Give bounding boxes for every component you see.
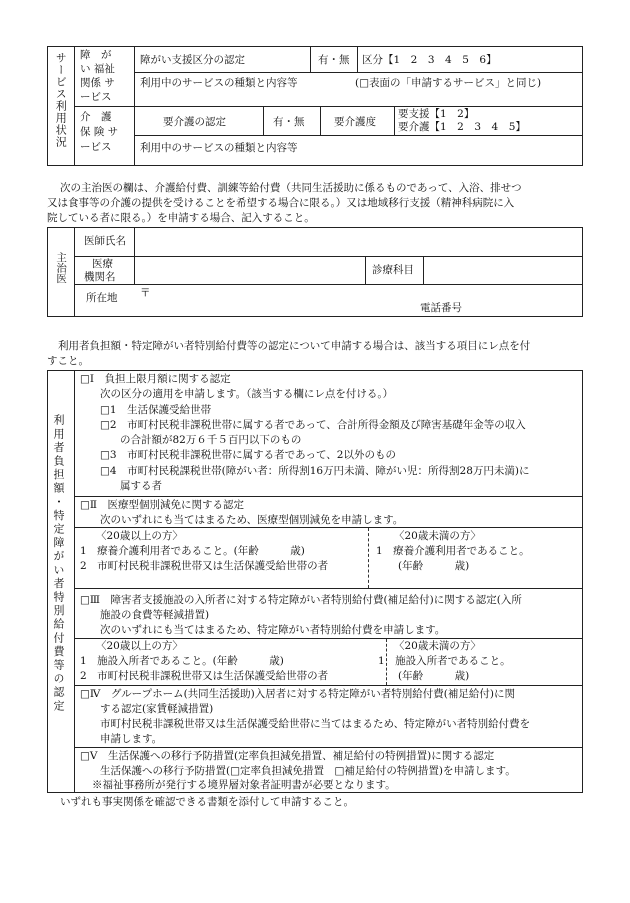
care-category-label: 介 護 (80, 111, 112, 123)
s1-intro: 次の区分の適用を申請します。（該当する欄にレ点を付ける。） (100, 388, 394, 400)
divider (74, 284, 583, 285)
s5-title[interactable]: □Ⅴ 生活保護への移行予防措置(定率負担減免措置、補足給付の特例措置)に関する認定 (80, 750, 495, 762)
s1-item-4-cont: 属する者 (120, 480, 162, 492)
divider (134, 135, 583, 136)
phone-label: 電話番号 (420, 302, 462, 314)
s3-right-head: 〈20歳未満の方〉 (394, 640, 481, 652)
s5-body[interactable]: 生活保護への移行予防措置(□定率負担減免措置 □補足給付の特例措置)を申請します。 (100, 765, 516, 777)
disability-category-label: ービス (80, 91, 112, 103)
divider (394, 106, 395, 135)
burden-intro-line: すこと。 (47, 355, 89, 367)
divider (74, 256, 583, 257)
s2-right-head: 〈20歳未満の方〉 (394, 530, 481, 542)
care-yes-no[interactable]: 有・無 (273, 116, 305, 128)
s3-left-head: 〈20歳以上の方〉 (96, 640, 183, 652)
doctor-side-label (54, 252, 68, 284)
doctor-intro-line: 院している者に限る。）を申請する場合、記入すること。 (47, 212, 315, 224)
s3-intro: 次のいずれにも当てはまるため、特定障がい者特別給付費を申請します。 (100, 624, 446, 636)
s4-title-cont: する認定(家賃軽減措置) (100, 703, 214, 715)
divider (357, 46, 358, 72)
s1-item-4[interactable]: □4 市町村民税課税世帯(障がい者：所得割16万円未満、障がい児：所得割28万円未満)に (100, 465, 530, 477)
care-usage-label: 利用中のサービスの種類と内容等 (140, 142, 298, 154)
care-category-label: 保 険 サ (80, 126, 119, 138)
s1-item-2-cont: の合計額が82万６千５百円以下のもの (120, 434, 302, 446)
s2-intro: 次のいずれにも当てはまるため、医療型個別減免を申請します。 (100, 514, 404, 526)
s2-right-2: (年齢 歳) (398, 560, 470, 572)
address-label: 所在地 (86, 292, 118, 304)
s2-title[interactable]: □Ⅱ 医療型個別減免に関する認定 (80, 499, 245, 511)
care-care-levels[interactable]: 要介護【1 2 3 4 5】 (398, 121, 526, 133)
dashed-divider (368, 528, 369, 588)
divider (365, 256, 366, 284)
divider (74, 496, 583, 497)
disability-category-label: 障 が (80, 49, 112, 61)
postal-mark: 〒 (140, 287, 151, 299)
s4-body-cont: 申請します。 (100, 733, 163, 745)
s1-item-2[interactable]: □2 市町村民税非課税世帯に属する者であって、合計所得金額及び障害基礎年金等の収入 (100, 419, 526, 431)
s3-left-2: 2 市町村民税非課税世帯又は生活保護受給世帯の者 (80, 670, 329, 682)
divider (74, 747, 583, 748)
divider (263, 106, 264, 135)
divider (74, 370, 75, 793)
disability-category-label: い 福祉 (80, 63, 115, 75)
divider (74, 638, 583, 639)
s1-item-3[interactable]: □3 市町村民税非課税世帯に属する者であって、2以外のもの (100, 449, 396, 461)
care-support-levels[interactable]: 要支援【1 2】 (398, 108, 475, 120)
s2-right-1: 1 療養介護利用者であること。 (376, 545, 530, 557)
doctor-table (47, 227, 583, 317)
care-category-label: ービス (80, 141, 112, 153)
doctor-intro-line: 次の主治医の欄は、介護給付費、訓練等給付費（共同生活援助に係るものであって、入浴、排せつ (60, 182, 522, 194)
burden-side-label: 利用者負担額・特定障がい者特別給付費等の認定 (52, 414, 65, 714)
institution-label: 機関名 (84, 271, 116, 283)
divider (310, 46, 311, 72)
s4-body: 市町村民税非課税世帯又は生活保護受給世帯に当てはまるため、特定障がい者特別給付費を (100, 718, 531, 730)
divider (423, 256, 424, 284)
disability-category-label: 関係 サ (80, 77, 115, 89)
doctor-side-label-text: 主治医 (55, 252, 68, 284)
care-cert-label: 要介護の認定 (163, 116, 226, 128)
service-status-side-label: サービス利用状況 (54, 52, 68, 148)
s3-left-1: 1 施設入所者であること。(年齢 歳) (80, 655, 284, 667)
s3-title[interactable]: □Ⅲ 障害者支援施設の入所者に対する特定障がい者特別給付費(補足給付)に関する認定(入所 (80, 594, 522, 606)
footer-note: いずれも事実関係を確認できる書類を添付して申請すること。 (60, 796, 354, 808)
doctor-name-label: 医師氏名 (84, 235, 126, 247)
disability-cert-label: 障がい支援区分の認定 (140, 54, 245, 66)
divider (320, 106, 321, 135)
divider (134, 72, 583, 73)
s4-title[interactable]: □Ⅳ グループホーム(共同生活援助)入居者に対する特定障がい者特別給付費(補足給付)に関 (80, 688, 515, 700)
institution-label: 医療 (92, 258, 113, 270)
s3-right-2: (年齢 歳) (398, 670, 470, 682)
divider (74, 227, 75, 317)
doctor-intro-line: 又は食事等の介護の提供を受けることを希望する場合に限る。）又は地域移行支援（精神科病院に入 (47, 197, 515, 209)
s2-left-2: 2 市町村民税非課税世帯又は生活保護受給世帯の者 (80, 560, 329, 572)
divider (74, 588, 583, 589)
s3-right-1: 1 施設入所者であること。 (378, 655, 511, 667)
disability-class[interactable]: 区分【1 2 3 4 5 6】 (362, 54, 497, 66)
divider (74, 106, 583, 107)
disability-yes-no[interactable]: 有・無 (318, 54, 350, 66)
s2-left-1: 1 療養介護利用者であること。(年齢 歳) (80, 545, 305, 557)
care-degree-label: 要介護度 (334, 116, 376, 128)
dept-label: 診療科目 (372, 264, 414, 276)
disability-usage-label: 利用中のサービスの種類と内容等 (140, 77, 298, 89)
s3-title-cont: 施設の食費等軽減措置) (100, 609, 210, 621)
s2-left-head: 〈20歳以上の方〉 (96, 530, 183, 542)
divider (74, 685, 583, 686)
s5-note: ※福祉事務所が発行する境界層対象者証明書が必要となります。 (92, 779, 396, 791)
s1-title[interactable]: □Ⅰ 負担上限月額に関する認定 (80, 373, 231, 385)
burden-intro-line: 利用者負担額・特定障がい者特別給付費等の認定について申請する場合は、該当する項目にレ点を付 (58, 340, 531, 352)
disability-usage-note[interactable]: (□表面の「申請するサービス」と同じ) (355, 77, 542, 89)
s1-item-1[interactable]: □1 生活保護受給世帯 (100, 404, 212, 416)
